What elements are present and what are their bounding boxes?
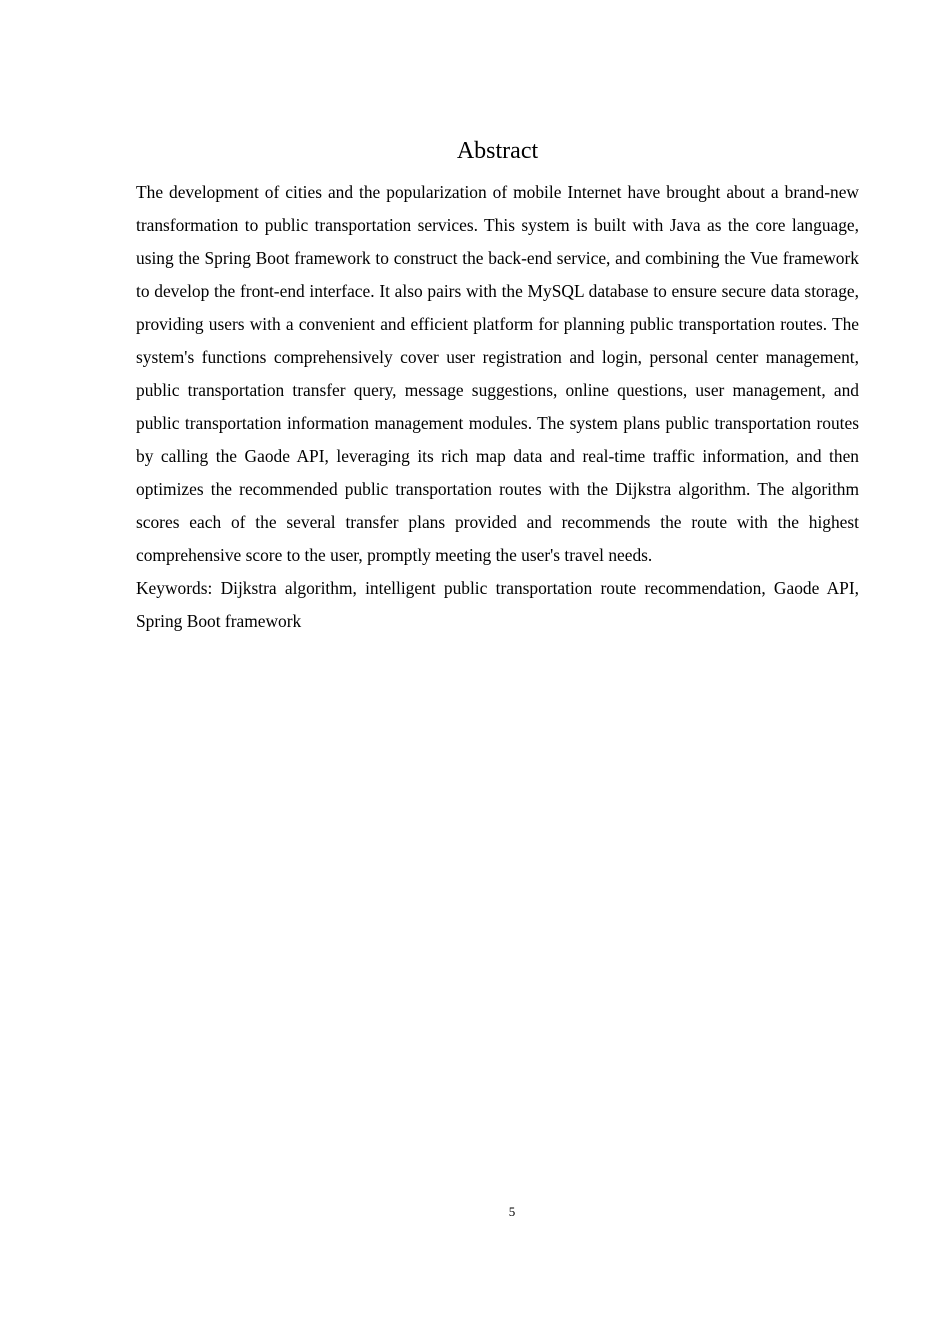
abstract-section [136,176,859,638]
abstract-paragraph: The development of cities and the popularization of mobile Internet have brought about a brand-new transformation to public transportation services. This system is built with Java as the core language, using the Spring Boot framework to construct the back-end service, and combining the Vue framework to develop the front-end interface. It also pairs with the MySQL database to ensure secure data storage, providing users with a convenient and efficient platform for planning public transportation routes. The system's functions comprehensively cover user registration and login, personal center management, public transportation transfer query, message suggestions, online questions, user management, and public transportation information management modules. The system plans public transportation routes by calling the Gaode API, leveraging its rich map data and real-time traffic information, and then optimizes the recommended public transportation routes with the Dijkstra algorithm. The algorithm scores each of the several transfer plans provided and recommends the route with the highest comprehensive score to the user, promptly meeting the user's travel needs. [136,182,859,565]
page-number: 5 [508,1204,516,1219]
page-title: Abstract [456,138,539,164]
keywords-paragraph: Keywords: Dijkstra algorithm, intelligent public transportation route recommendation, Gaode API, Spring Boot framework [136,578,859,631]
